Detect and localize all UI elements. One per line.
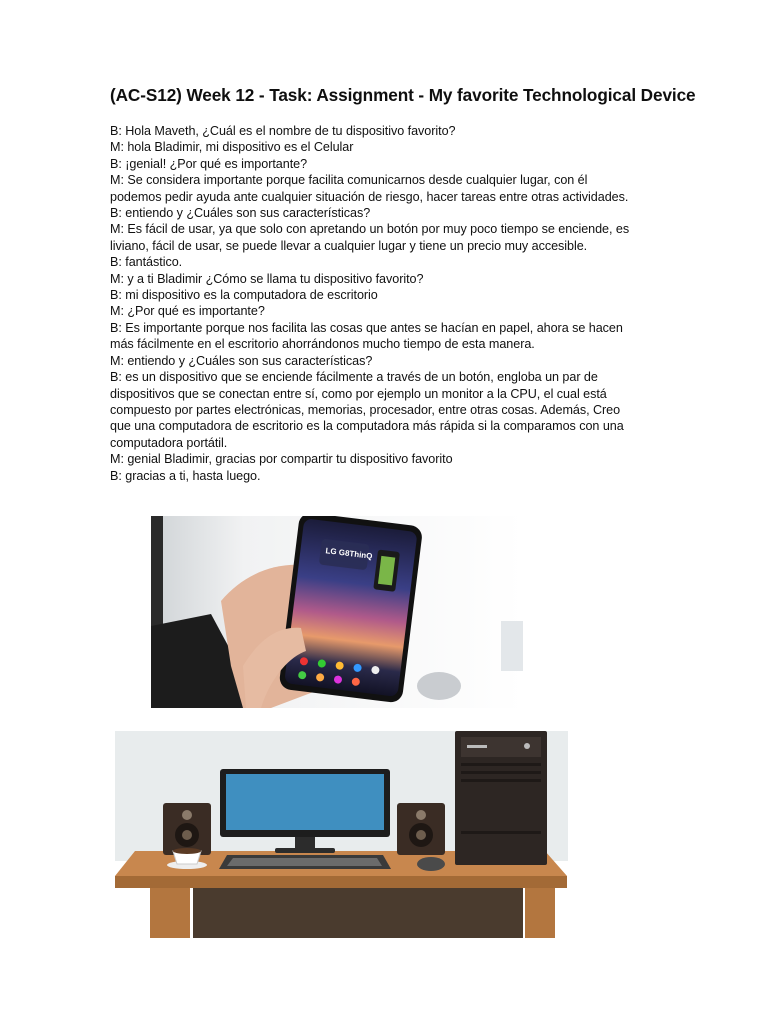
dialogue-line: B: Es importante porque nos facilita las cosas que antes se hacían en papel, ahora se hacen <box>110 320 623 335</box>
dialogue-line: B: Hola Maveth, ¿Cuál es el nombre de tu dispositivo favorito? <box>110 124 456 138</box>
dialogue-text <box>110 123 655 484</box>
dialogue-line: M: hola Bladimir, mi dispositivo es el Celular <box>110 140 354 155</box>
dialogue-line: dispositivos que se conectan entre sí, como por ejemplo un monitor a la CPU, el cual está <box>110 386 607 401</box>
dialogue-line: B: mi dispositivo es la computadora de escritorio <box>110 288 378 303</box>
dialogue-line: podemos pedir ayuda ante cualquier situación de riesgo, hacer tareas entre otras actividades. <box>110 189 629 204</box>
smartphone-photo <box>151 516 523 708</box>
dialogue-line: compuesto por partes electrónicas, memorias, procesador, entre otras cosas. Además, Creo <box>110 402 621 417</box>
desktop-computer-illustration <box>115 731 568 938</box>
dialogue-line: B: es un dispositivo que se enciende fácilmente a través de un botón, engloba un par de <box>110 370 598 385</box>
dialogue-line: más fácilmente en el escritorio ahorrándonos mucho tiempo de esta manera. <box>110 337 535 352</box>
dialogue-line: B: fantástico. <box>110 255 183 270</box>
dialogue-line: M: Es fácil de usar, ya que solo con apretando un botón por muy poco tiempo se enciende, es <box>110 222 630 237</box>
phone-brand-text: LG G8ThinQ <box>325 546 373 561</box>
dialogue-line: M: Se considera importante porque facilita comunicarnos desde cualquier lugar, con él <box>110 173 588 188</box>
dialogue-line: M: ¿Por qué es importante? <box>110 304 265 319</box>
dialogue-line: M: y a ti Bladimir ¿Cómo se llama tu dispositivo favorito? <box>110 271 424 286</box>
dialogue-line: liviano, fácil de usar, se puede llevar a cualquier lugar y tiene un precio muy accesible. <box>110 238 588 253</box>
dialogue-line: M: entiendo y ¿Cuáles son sus características? <box>110 353 373 368</box>
dialogue-line: B: gracias a ti, hasta luego. <box>110 468 261 483</box>
desktop-computer-icon <box>115 731 568 938</box>
dialogue-line: B: ¡genial! ¿Por qué es importante? <box>110 156 308 171</box>
document-title: (AC-S12) Week 12 - Task: Assignment - My favorite Technological Device <box>110 85 696 105</box>
dialogue-line: computadora portátil. <box>110 435 228 450</box>
smartphone-in-hand-icon <box>151 516 523 708</box>
dialogue-line: que una computadora de escritorio es la computadora más rápida si la comparamos con una <box>110 419 624 434</box>
dialogue-line: M: genial Bladimir, gracias por compartir tu dispositivo favorito <box>110 452 453 467</box>
dialogue-line: B: entiendo y ¿Cuáles son sus características? <box>110 206 371 221</box>
